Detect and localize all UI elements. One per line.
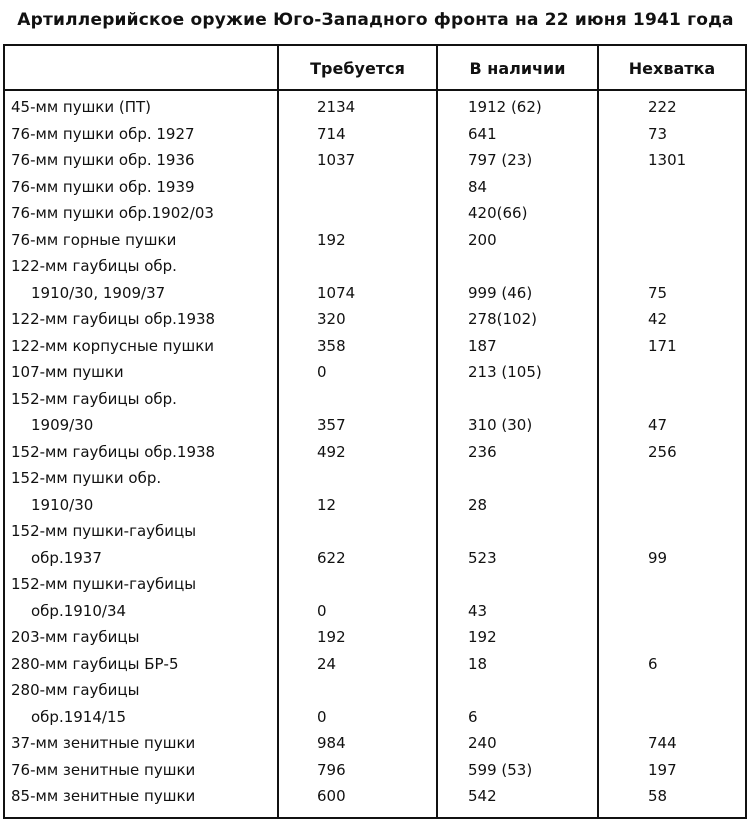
cell-shortage: 222 — [648, 98, 677, 116]
cell-shortage: 58 — [648, 787, 668, 805]
cell-required: 357 — [317, 416, 346, 434]
row-name: 152-мм пушки-гаубицы — [11, 522, 197, 540]
cell-shortage: 256 — [648, 442, 677, 461]
row-name: 152-мм гаубицы обр. — [11, 389, 177, 408]
cell-shortage: 75 — [648, 283, 668, 302]
cell-required: 600 — [317, 787, 346, 805]
table-row — [5, 757, 745, 784]
row-name: обр.1914/15 — [31, 707, 127, 726]
cell-required: 358 — [317, 336, 346, 355]
cell-required: 622 — [317, 548, 346, 567]
row-name: 45-мм пушки (ПТ) — [11, 98, 152, 116]
table-row — [5, 386, 745, 413]
cell-available: 200 — [468, 230, 497, 249]
cell-available: 641 — [468, 124, 497, 143]
table-row — [5, 545, 745, 572]
cell-available: 420(66) — [468, 204, 528, 222]
row-name: 85-мм зенитные пушки — [11, 787, 196, 805]
row-name: 122-мм корпусные пушки — [11, 336, 214, 355]
row-name: 280-мм гаубицы БР-5 — [11, 654, 179, 673]
cell-required: 984 — [317, 734, 346, 752]
table-row — [5, 333, 745, 360]
cell-available: 187 — [468, 336, 497, 355]
header-required: Требуется — [310, 59, 405, 78]
cell-required: 492 — [317, 442, 346, 461]
table-row — [5, 200, 745, 227]
table-row — [5, 359, 745, 386]
cell-shortage: 744 — [648, 734, 677, 752]
table-row — [5, 677, 745, 704]
cell-available: 599 (53) — [468, 760, 533, 779]
row-name: 37-мм зенитные пушки — [11, 734, 196, 752]
row-name: 1909/30 — [31, 416, 94, 434]
row-name: 76-мм пушки обр. 1927 — [11, 124, 195, 143]
row-name: 1910/30 — [31, 495, 94, 514]
row-name: обр.1937 — [31, 548, 102, 567]
row-name: 152-мм пушки обр. — [11, 469, 162, 487]
cell-available: 797 (23) — [468, 151, 533, 169]
cell-shortage: 73 — [648, 124, 668, 143]
table-row — [5, 571, 745, 598]
cell-required: 1074 — [317, 283, 356, 302]
cell-available: 28 — [468, 495, 488, 514]
row-name: 152-мм пушки-гаубицы — [11, 575, 197, 593]
table-row — [5, 306, 745, 333]
table-row — [5, 253, 745, 280]
cell-required: 24 — [317, 654, 337, 673]
cell-required: 192 — [317, 628, 346, 646]
cell-available: 43 — [468, 601, 488, 620]
row-name: 76-мм горные пушки — [11, 230, 177, 249]
row-name: 107-мм пушки — [11, 363, 124, 381]
table-row — [5, 174, 745, 201]
table-row — [5, 121, 745, 148]
cell-required: 0 — [317, 363, 327, 381]
table-row — [5, 598, 745, 625]
cell-available: 310 (30) — [468, 416, 533, 434]
cell-available: 18 — [468, 654, 488, 673]
cell-required: 0 — [317, 707, 327, 726]
row-name: 280-мм гаубицы — [11, 681, 140, 699]
cell-required: 1037 — [317, 151, 356, 169]
table-row — [5, 651, 745, 678]
row-name: 76-мм пушки обр. 1939 — [11, 177, 195, 196]
cell-shortage: 1301 — [648, 151, 687, 169]
cell-required: 796 — [317, 760, 346, 779]
cell-available: 542 — [468, 787, 497, 805]
row-name: 76-мм зенитные пушки — [11, 760, 196, 779]
row-name: 1910/30, 1909/37 — [31, 283, 166, 302]
table-row — [5, 280, 745, 307]
cell-required: 714 — [317, 124, 346, 143]
row-name: 152-мм гаубицы обр.1938 — [11, 442, 216, 461]
cell-available: 523 — [468, 548, 497, 567]
cell-available: 999 (46) — [468, 283, 533, 302]
cell-available: 84 — [468, 177, 488, 196]
cell-required: 2134 — [317, 98, 356, 116]
cell-available: 278(102) — [468, 310, 537, 328]
row-name: 76-мм пушки обр. 1936 — [11, 151, 195, 169]
cell-shortage: 6 — [648, 654, 658, 673]
cell-shortage: 47 — [648, 416, 668, 434]
table-row — [5, 439, 745, 466]
cell-available: 6 — [468, 707, 478, 726]
row-name: 76-мм пушки обр.1902/03 — [11, 204, 214, 222]
table-row — [5, 624, 745, 651]
table-row — [5, 227, 745, 254]
cell-shortage: 99 — [648, 548, 668, 567]
header-divider — [5, 89, 745, 91]
table-row — [5, 147, 745, 174]
cell-required: 192 — [317, 230, 346, 249]
cell-available: 240 — [468, 734, 497, 752]
table-row — [5, 704, 745, 731]
artillery-table — [3, 44, 747, 819]
row-name: 203-мм гаубицы — [11, 628, 140, 646]
cell-required: 320 — [317, 310, 346, 328]
page-title: Артиллерийское оружие Юго-Западного фронта на 22 июня 1941 года — [17, 10, 734, 30]
row-name: обр.1910/34 — [31, 601, 127, 620]
header-available: В наличии — [469, 59, 566, 78]
cell-shortage: 171 — [648, 336, 677, 355]
cell-shortage: 197 — [648, 760, 677, 779]
cell-available: 213 (105) — [468, 363, 542, 381]
table-row — [5, 730, 745, 757]
table-row — [5, 412, 745, 439]
cell-required: 0 — [317, 601, 327, 620]
row-name: 122-мм гаубицы обр. — [11, 257, 177, 275]
header-shortage: Нехватка — [628, 59, 716, 78]
table-row — [5, 518, 745, 545]
cell-required: 12 — [317, 495, 337, 514]
table-row — [5, 783, 745, 810]
table-row — [5, 492, 745, 519]
table-row — [5, 94, 745, 121]
cell-shortage: 42 — [648, 310, 668, 328]
row-name: 122-мм гаубицы обр.1938 — [11, 310, 216, 328]
cell-available: 1912 (62) — [468, 98, 542, 116]
table-row — [5, 465, 745, 492]
cell-available: 192 — [468, 628, 497, 646]
cell-available: 236 — [468, 442, 497, 461]
